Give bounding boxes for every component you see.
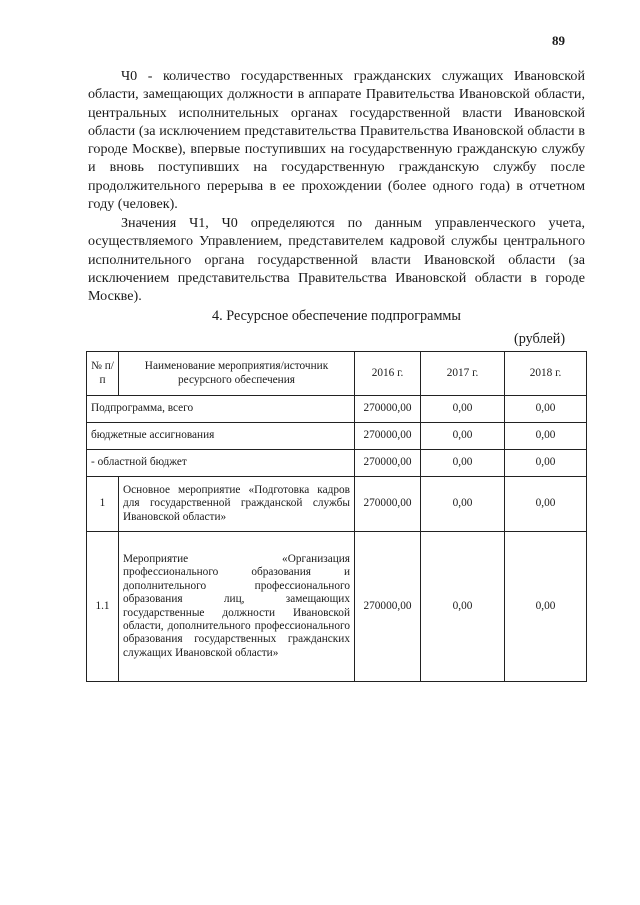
value-2016: 270000,00 — [355, 423, 421, 450]
value-2018: 0,00 — [505, 477, 587, 532]
table-header-row — [87, 352, 587, 396]
value-2017: 0,00 — [421, 423, 505, 450]
value-2018: 0,00 — [505, 396, 587, 423]
paragraph-ch-values-source: Значения Ч1, Ч0 определяются по данным управленческого учета, осуществляемого Управлением, представителем кадровой службы центрального исполнительного органа государственной власти Ивановской области (за исключением представительства Правительства Ивановской области в городе Москве). — [88, 215, 585, 305]
value-2017: 0,00 — [421, 532, 505, 682]
table-row — [87, 396, 587, 423]
header-2016: 2016 г. — [355, 352, 421, 396]
units-label: (рублей) — [514, 331, 566, 347]
row-number: 1 — [87, 477, 119, 532]
value-2017: 0,00 — [421, 450, 505, 477]
value-2016: 270000,00 — [355, 396, 421, 423]
paragraph-ch0-definition: Ч0 - количество государственных гражданских служащих Ивановской области, замещающих должности в аппарате Правительства Ивановской области, центральных исполнительных органах государственной власти Ивановской области (за исключением представительства Правительства Ивановской области в городе Москве), впервые поступивших на государственную гражданскую службу и вновь поступивших на государственную гражданскую службу после продолжительного перерыва в ее прохождении (более одного года) в отчетном году (человек). — [88, 68, 585, 213]
header-2018: 2018 г. — [505, 352, 587, 396]
value-2016: 270000,00 — [355, 477, 421, 532]
table-row — [87, 450, 587, 477]
value-2018: 0,00 — [505, 532, 587, 682]
value-2016: 270000,00 — [355, 532, 421, 682]
row-number: 1.1 — [87, 532, 119, 682]
table-row — [87, 532, 587, 682]
row-label: Мероприятие «Организация профессионального образования и дополнительного профессионального образования лиц, замещающих государственные должности Ивановской области, дополнительного профессионального образования государственных гражданских служащих Ивановской области» — [119, 532, 355, 682]
value-2018: 0,00 — [505, 423, 587, 450]
header-2017: 2017 г. — [421, 352, 505, 396]
row-label: - областной бюджет — [87, 450, 355, 477]
value-2017: 0,00 — [421, 396, 505, 423]
resource-table — [86, 351, 587, 682]
row-label: бюджетные ассигнования — [87, 423, 355, 450]
section-heading: 4. Ресурсное обеспечение подпрограммы — [212, 308, 461, 324]
page-number: 89 — [552, 33, 565, 48]
value-2018: 0,00 — [505, 450, 587, 477]
header-num: № п/п — [87, 352, 119, 396]
value-2017: 0,00 — [421, 477, 505, 532]
table-row — [87, 477, 587, 532]
row-label: Подпрограмма, всего — [87, 396, 355, 423]
header-name: Наименование мероприятия/источник ресурсного обеспечения — [119, 352, 355, 396]
value-2016: 270000,00 — [355, 450, 421, 477]
table-row — [87, 423, 587, 450]
row-label: Основное мероприятие «Подготовка кадров для государственной гражданской службы Ивановской области» — [119, 477, 355, 532]
